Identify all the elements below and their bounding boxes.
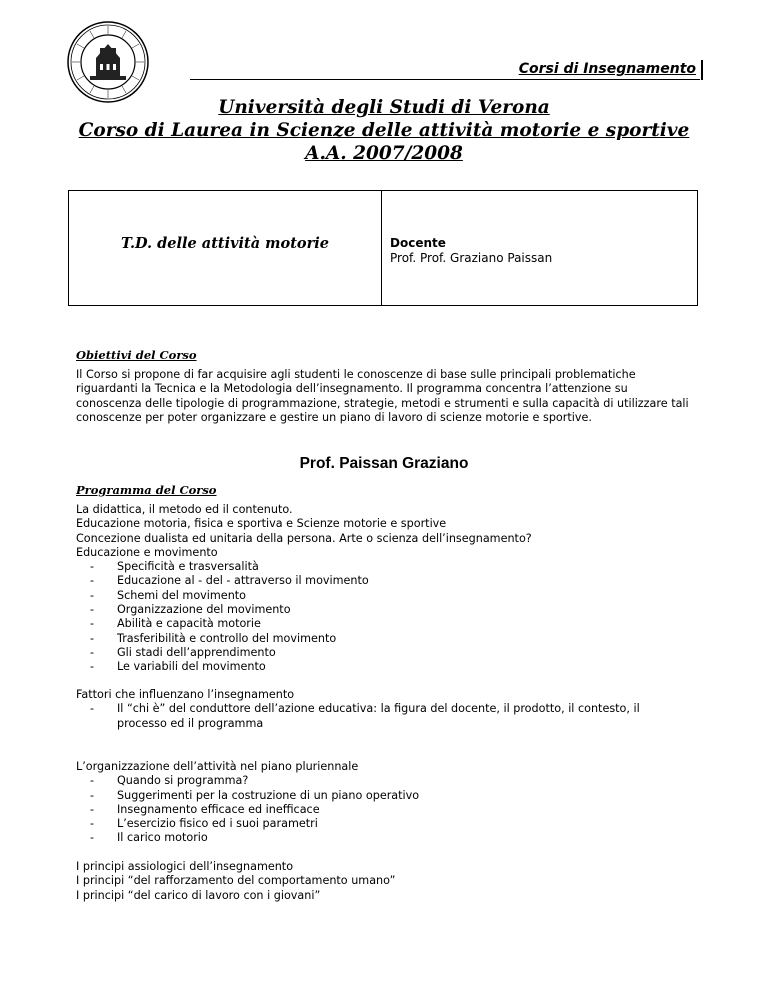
list-item: - Le variabili del movimento — [90, 660, 266, 674]
obiettivi-paragraph — [76, 368, 701, 425]
fattori-list — [76, 702, 716, 731]
text-line: Concezione dualista ed unitaria della persona. Arte o scienza dell’insegnamento? — [76, 531, 532, 545]
paragraph-line: riguardanti la Tecnica e la Metodologia dell’insegnamento. Il programma concentra l’attenzione su — [76, 382, 628, 396]
bullet-dash: - — [90, 817, 95, 831]
university-title: Università degli Studi di Verona — [218, 97, 550, 118]
bullet-dash: - — [90, 560, 95, 574]
fattori-title: Fattori che influenzano l’insegnamento — [76, 688, 295, 701]
list-item: - Suggerimenti per la costruzione di un piano operativo — [90, 788, 420, 802]
principi-section — [76, 860, 716, 903]
bullet-dash: - — [90, 802, 95, 816]
paragraph-line: Il Corso si propone di far acquisire agli studenti le conoscenze di base sulle principali problematiche — [76, 368, 636, 381]
bullet-dash: - — [90, 617, 95, 631]
organizzazione-section — [76, 760, 716, 846]
list-item: - Educazione al - del - attraverso il movimento — [90, 574, 369, 588]
paragraph-line: conoscenza delle tipologie di programmazione, strategie, metodi e strumenti e sulla capacità di utilizzare tali — [76, 396, 689, 410]
course-info-box — [68, 190, 698, 306]
fattori-section — [76, 688, 716, 731]
info-divider — [381, 191, 382, 305]
bullet-dash: - — [90, 603, 95, 617]
movimento-list — [76, 560, 716, 674]
text-line: I principi “del rafforzamento del comportamento umano” — [76, 874, 396, 888]
programma-intro — [76, 503, 716, 675]
header-rule — [190, 79, 700, 80]
professor-heading: Prof. Paissan Graziano — [299, 455, 469, 472]
academic-year: A.A. 2007/2008 — [305, 143, 463, 164]
header-title: Corsi di Insegnamento — [518, 61, 696, 77]
bullet-dash: - — [90, 774, 95, 788]
list-item: - Il “chi è” del conduttore dell’azione educativa: la figura del docente, il prodotto, il contesto, il processo ed il programma — [90, 702, 640, 730]
list-item: - L’esercizio fisico ed i suoi parametri — [90, 817, 318, 831]
degree-title: Corso di Laurea in Scienze delle attività motorie e sportive — [78, 120, 690, 141]
bullet-dash: - — [90, 645, 95, 659]
list-item: - Abilità e capacità motorie — [90, 617, 261, 631]
paragraph-line: conoscenze per poter organizzare e gestire un piano di lavoro di scienze motorie e sportive. — [76, 410, 592, 424]
bullet-dash: - — [90, 574, 95, 588]
list-item: - Quando si programma? — [90, 774, 249, 788]
bullet-dash: - — [90, 702, 95, 716]
bullet-dash: - — [90, 660, 95, 674]
text-line: I principi assiologici dell’insegnamento — [76, 860, 294, 873]
list-item: - Specificità e trasversalità — [90, 560, 259, 574]
list-item: - Il carico motorio — [90, 831, 208, 845]
bullet-dash: - — [90, 831, 95, 845]
text-line: I principi “del carico di lavoro con i giovani” — [76, 888, 321, 902]
obiettivi-heading: Obiettivi del Corso — [76, 348, 197, 362]
list-item: - Organizzazione del movimento — [90, 603, 291, 617]
document-title-block — [0, 96, 768, 165]
organizzazione-list — [76, 774, 716, 845]
docente-label: Docente — [390, 236, 446, 250]
header-bar — [701, 60, 703, 80]
list-item: - Trasferibilità e controllo del movimento — [90, 631, 337, 645]
programma-heading: Programma del Corso — [76, 483, 217, 497]
list-item: - Gli stadi dell’apprendimento — [90, 645, 276, 659]
text-line: Educazione e movimento — [76, 545, 218, 559]
list-item: - Insegnamento efficace ed inefficace — [90, 802, 320, 816]
university-seal-logo — [66, 20, 150, 104]
text-line: La didattica, il metodo ed il contenuto. — [76, 503, 293, 516]
docente-name: Prof. Prof. Graziano Paissan — [390, 251, 553, 265]
bullet-dash: - — [90, 788, 95, 802]
organizzazione-title: L’organizzazione dell’attività nel piano pluriennale — [76, 760, 359, 773]
bullet-dash: - — [90, 588, 95, 602]
bullet-dash: - — [90, 631, 95, 645]
list-item: - Schemi del movimento — [90, 588, 247, 602]
text-line: Educazione motoria, fisica e sportiva e Scienze motorie e sportive — [76, 517, 447, 531]
course-name: T.D. delle attività motorie — [121, 235, 329, 252]
